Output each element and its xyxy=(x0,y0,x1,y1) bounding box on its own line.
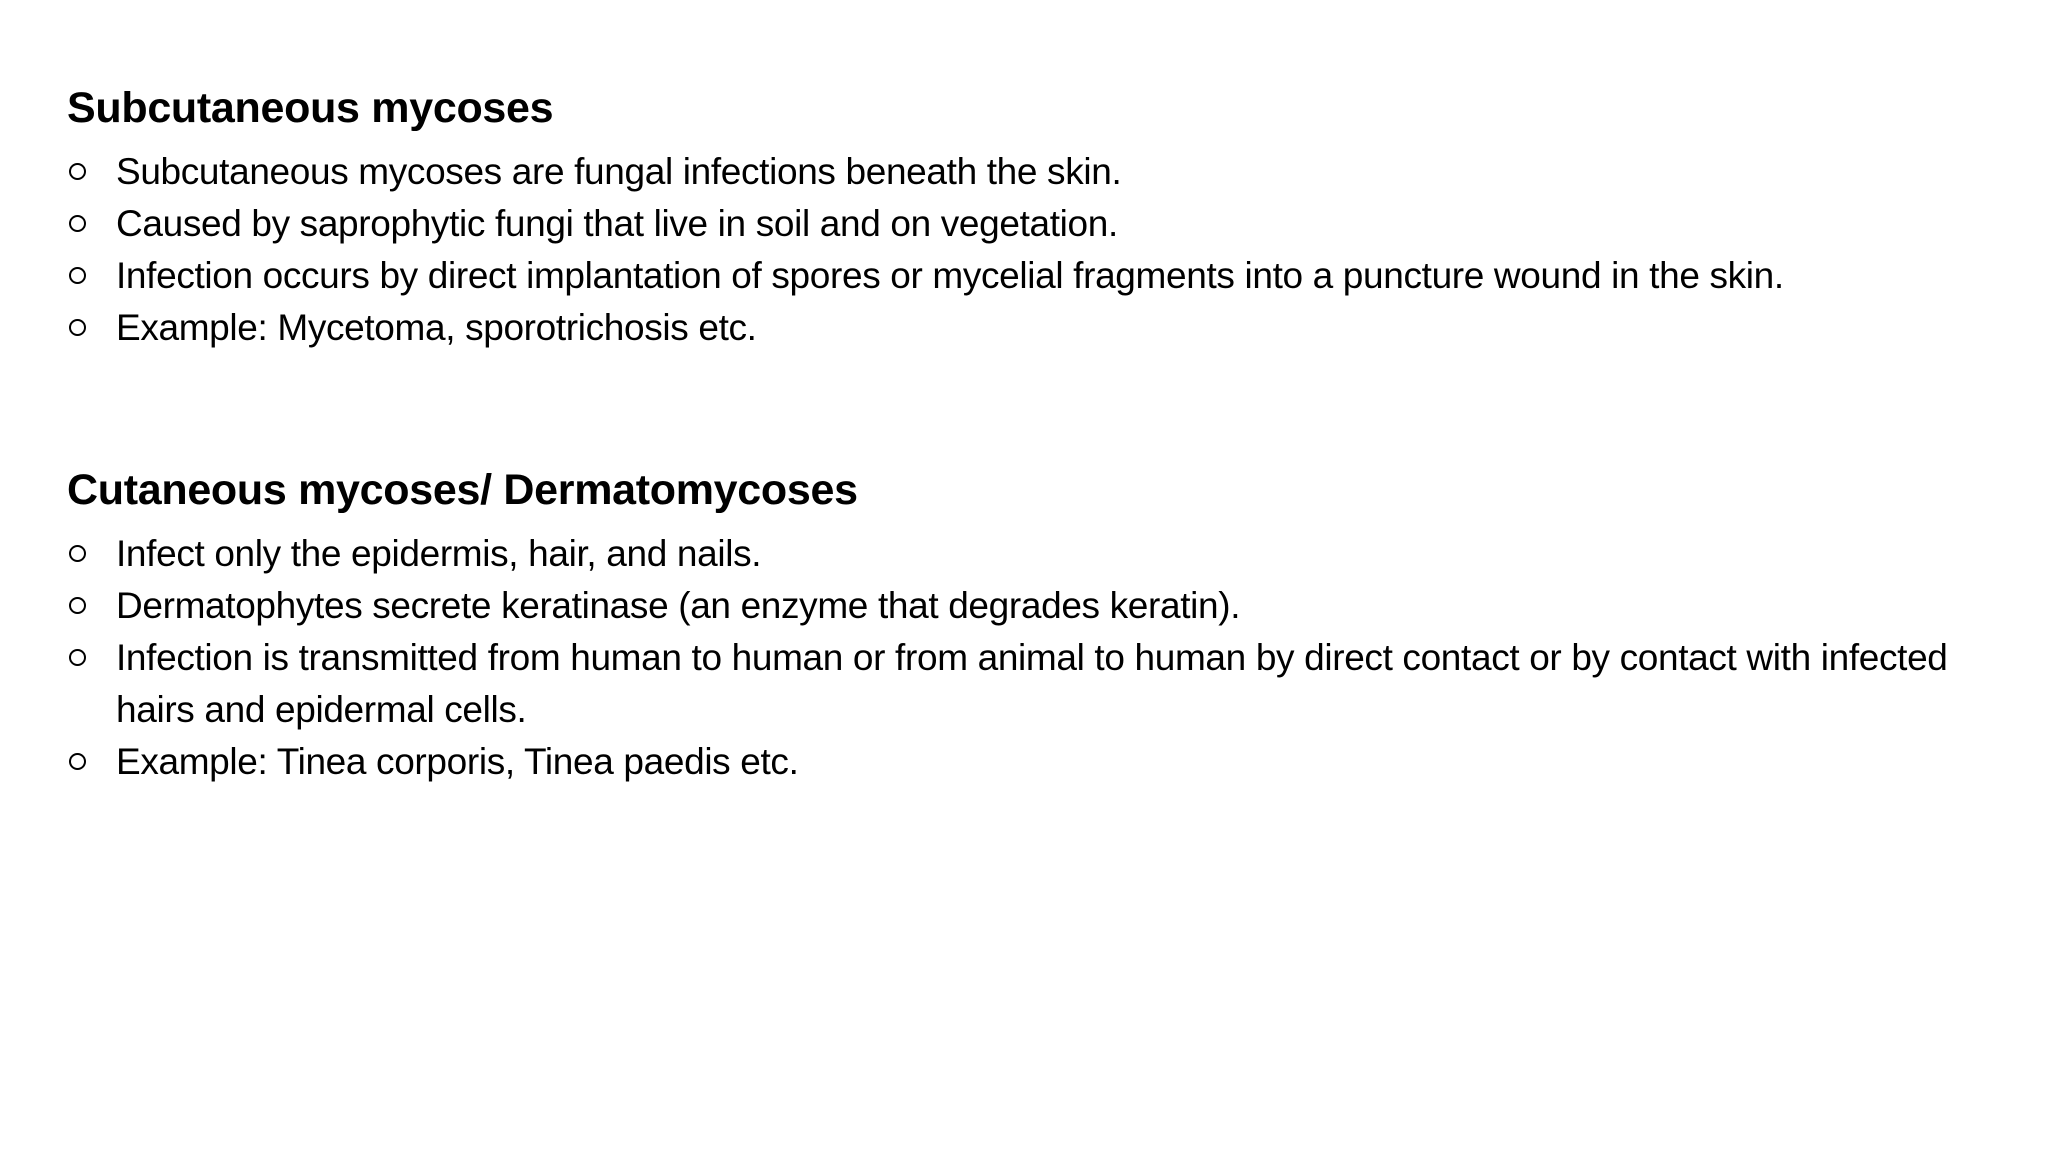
hollow-circle-bullet-icon xyxy=(69,163,86,180)
bullet-text: Dermatophytes secrete keratinase (an enzyme that degrades keratin). xyxy=(116,585,1241,626)
hollow-circle-bullet-icon xyxy=(69,753,86,770)
bullet-item xyxy=(67,632,1997,736)
bullet-text: Subcutaneous mycoses are fungal infections beneath the skin. xyxy=(116,151,1122,192)
section-heading: Cutaneous mycoses/ Dermatomycoses xyxy=(67,466,858,514)
bullet-list xyxy=(67,146,1997,354)
bullet-item xyxy=(67,528,1997,580)
bullet-item xyxy=(67,198,1997,250)
bullet-item xyxy=(67,580,1997,632)
hollow-circle-bullet-icon xyxy=(69,215,86,232)
bullet-item xyxy=(67,736,1997,788)
bullet-text: Example: Mycetoma, sporotrichosis etc. xyxy=(116,307,757,348)
hollow-circle-bullet-icon xyxy=(69,649,86,666)
bullet-text: Infection is transmitted from human to human or from animal to human by direct contact or by contact with infected hairs and epidermal cells. xyxy=(116,637,1948,730)
hollow-circle-bullet-icon xyxy=(69,267,86,284)
hollow-circle-bullet-icon xyxy=(69,319,86,336)
section-subcutaneous-mycoses xyxy=(67,78,1997,354)
bullet-text: Infection occurs by direct implantation of spores or mycelial fragments into a puncture wound in the skin. xyxy=(116,255,1784,296)
bullet-list xyxy=(67,528,1997,788)
section-heading: Subcutaneous mycoses xyxy=(67,84,554,132)
bullet-item xyxy=(67,146,1997,198)
hollow-circle-bullet-icon xyxy=(69,545,86,562)
section-cutaneous-mycoses xyxy=(67,460,1997,788)
bullet-text: Example: Tinea corporis, Tinea paedis etc. xyxy=(116,741,799,782)
bullet-text: Caused by saprophytic fungi that live in soil and on vegetation. xyxy=(116,203,1118,244)
bullet-item xyxy=(67,250,1997,302)
bullet-item xyxy=(67,302,1997,354)
hollow-circle-bullet-icon xyxy=(69,597,86,614)
bullet-text: Infect only the epidermis, hair, and nails. xyxy=(116,533,762,574)
